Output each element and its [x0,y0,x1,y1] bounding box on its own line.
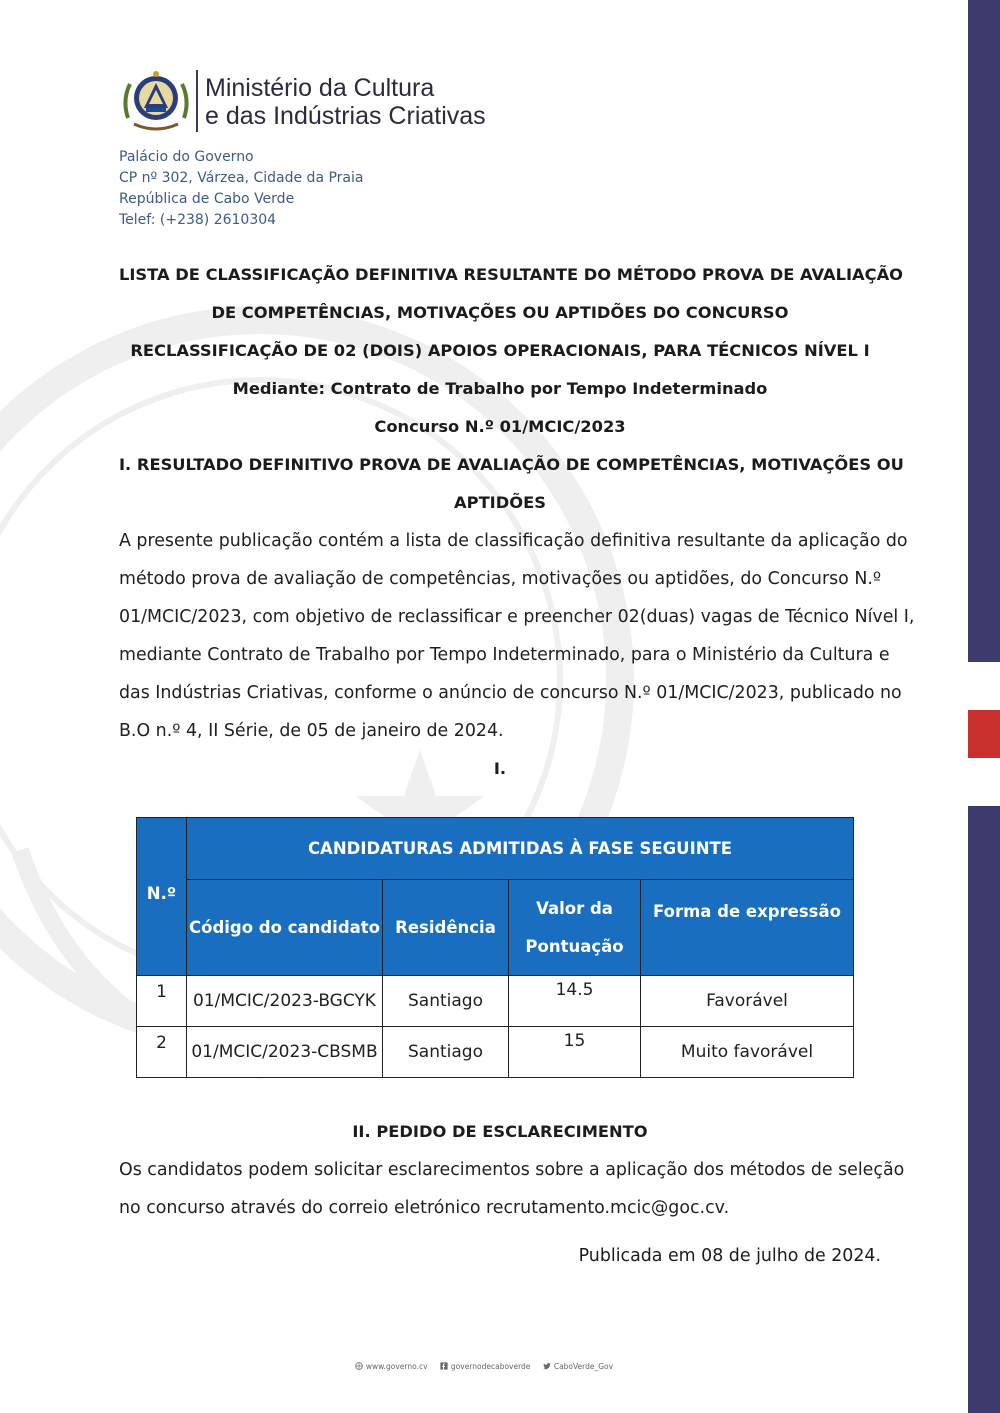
cell-residence: Santiago [383,1027,509,1078]
table-marker: I. [493,759,507,778]
footer [0,1362,968,1371]
cell-number: 1 [137,976,187,1027]
paragraph-line: das Indústrias Criativas, conforme o anúncio de concurso N.º 01/MCIC/2023, publicado no [119,683,902,703]
title-line: RECLASSIFICAÇÃO DE 02 (DOIS) APOIOS OPERACIONAIS, PARA TÉCNICOS NÍVEL I [130,341,870,360]
paragraph-line: B.O n.º 4, II Série, de 05 de janeiro de 2024. [119,721,504,741]
cell-form: Favorável [641,976,854,1027]
cell-code: 01/MCIC/2023-BGCYK [187,976,383,1027]
cell-code: 01/MCIC/2023-CBSMB [187,1027,383,1078]
intro-paragraph [119,522,915,750]
twitter-icon [543,1362,551,1370]
cell-form: Muito favorável [641,1027,854,1078]
column-header-value: Valor da Pontuação [509,880,641,976]
table-row [137,1027,854,1078]
column-header-form: Forma de expressão [641,880,854,976]
address-line: Telef: (+238) 2610304 [119,212,277,228]
table-row [137,976,854,1027]
address-line: CP nº 302, Várzea, Cidade da Praia [119,170,364,186]
column-header-residence: Residência [383,880,509,976]
results-table [136,817,854,1078]
logo-divider [196,70,198,132]
section-heading: II. PEDIDO DE ESCLARECIMENTO [352,1122,648,1141]
footer-website[interactable]: www.governo.cv [355,1362,430,1371]
title-line: LISTA DE CLASSIFICAÇÃO DEFINITIVA RESULTANTE DO MÉTODO PROVA DE AVALIAÇÃO [119,265,904,284]
paragraph-line: mediante Contrato de Trabalho por Tempo Indeterminado, para o Ministério da Cultura e [119,645,890,665]
publication-date: Publicada em 08 de julho de 2024. [578,1246,881,1266]
footer-facebook[interactable]: governodecaboverde [440,1362,533,1371]
clarification-paragraph [119,1151,905,1227]
side-stripe-blue-bottom [968,806,1000,1413]
column-header-number: N.º [137,818,187,976]
title-line: Mediante: Contrato de Trabalho por Tempo Indeterminado [232,379,768,398]
cell-value: 15 [509,1027,641,1078]
paragraph-line: Os candidatos podem solicitar esclarecimentos sobre a aplicação dos métodos de seleção [119,1160,905,1180]
side-stripe-blue-top [968,0,1000,662]
globe-icon [355,1362,363,1370]
paragraph-line: método prova de avaliação de competências, motivações ou aptidões, do Concurso N.º [119,569,882,589]
column-header-code: Código do candidato [187,880,383,976]
paragraph-line: no concurso através do correio eletrónico recrutamento.mcic@goc.cv. [119,1198,730,1218]
side-stripe-red [968,710,1000,758]
title-line: Concurso N.º 01/MCIC/2023 [374,417,626,436]
facebook-icon [440,1362,448,1370]
paragraph-line: A presente publicação contém a lista de classificação definitiva resultante da aplicação do [119,531,908,551]
coat-of-arms-logo-icon [120,66,192,136]
cell-residence: Santiago [383,976,509,1027]
section-heading: APTIDÕES [454,493,546,512]
cell-number: 2 [137,1027,187,1078]
table-group-header: CANDIDATURAS ADMITIDAS À FASE SEGUINTE [187,818,854,880]
ministry-name-line1: Ministério da Cultura [205,74,435,102]
cell-value: 14.5 [509,976,641,1027]
address-block [119,147,363,231]
ministry-name [205,74,486,130]
address-line: República de Cabo Verde [119,191,295,207]
clarification-section [119,1113,905,1227]
footer-twitter[interactable]: CaboVerde_Gov [543,1362,613,1371]
ministry-name-line2: e das Indústrias Criativas [205,102,486,130]
address-line: Palácio do Governo [119,149,254,165]
title-line: DE COMPETÊNCIAS, MOTIVAÇÕES OU APTIDÕES DO CONCURSO [211,303,789,322]
section-heading: I. RESULTADO DEFINITIVO PROVA DE AVALIAÇÃO DE COMPETÊNCIAS, MOTIVAÇÕES OU [119,455,904,474]
paragraph-line: 01/MCIC/2023, com objetivo de reclassificar e preencher 02(duas) vagas de Técnico Nível I, [119,607,915,627]
document-body [119,256,915,788]
